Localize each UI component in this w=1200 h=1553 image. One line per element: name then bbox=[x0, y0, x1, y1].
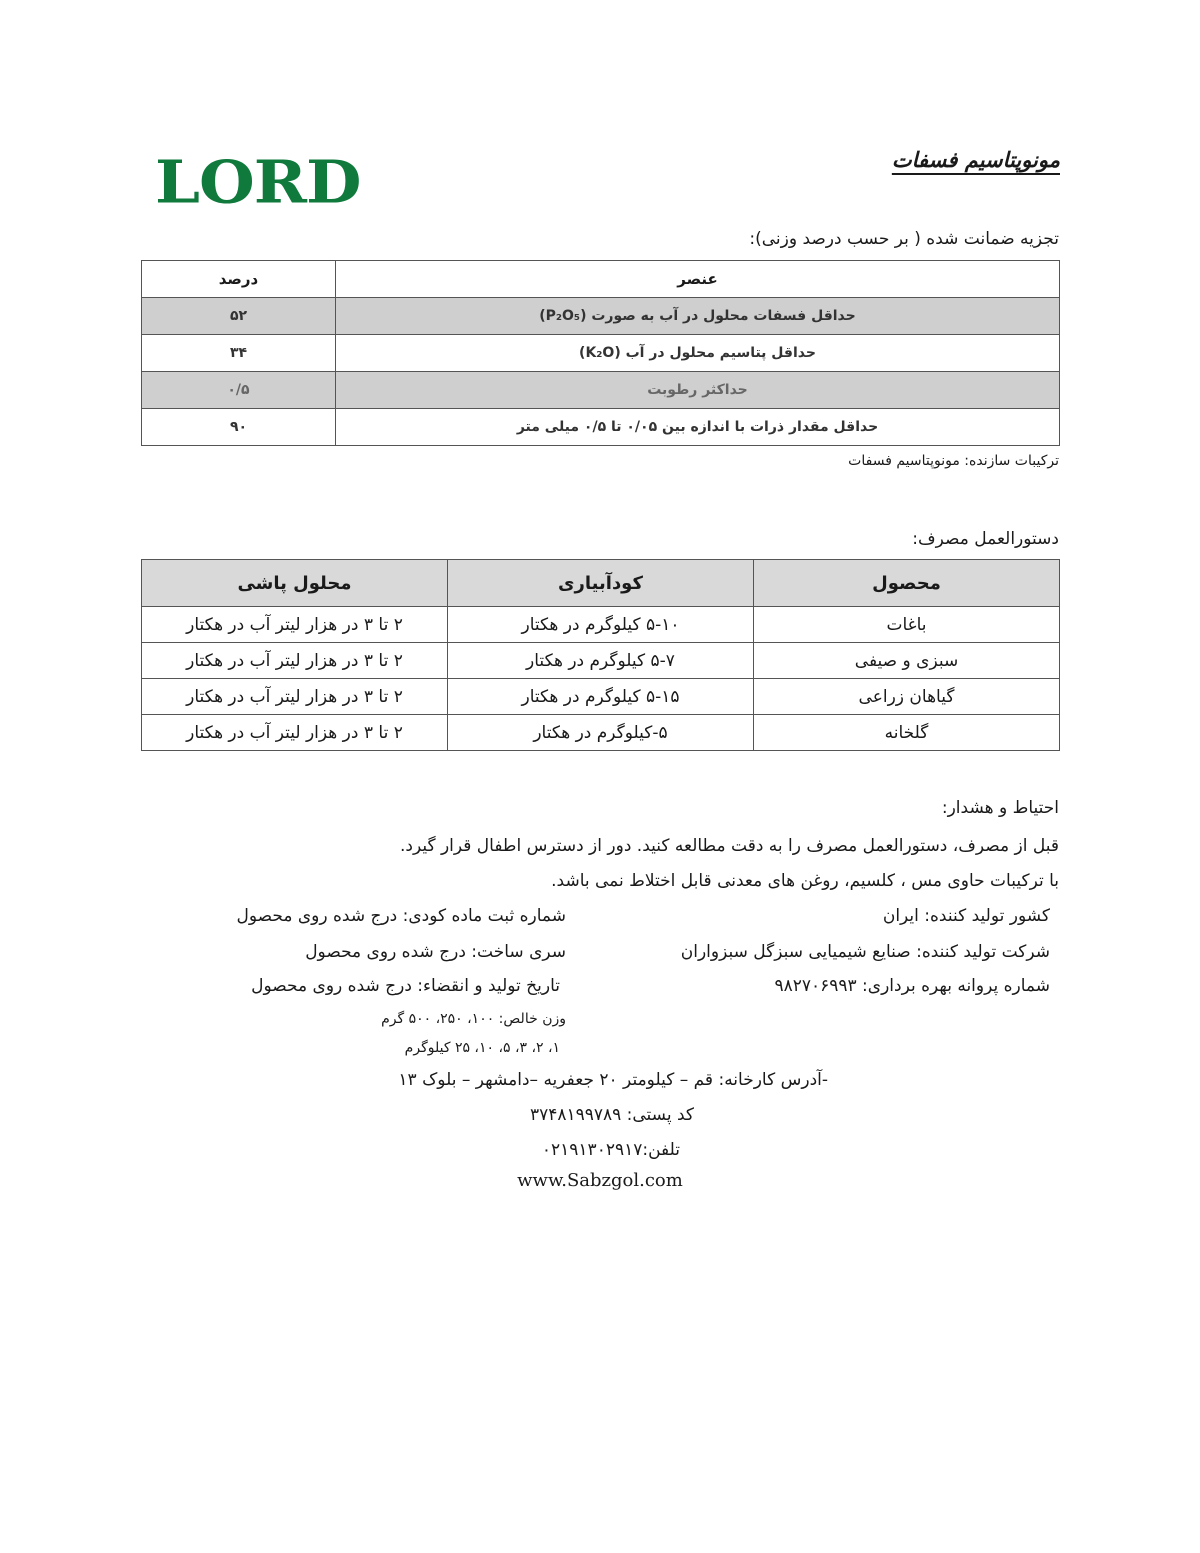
analysis-header-row bbox=[142, 261, 1060, 298]
net-weight-kilograms: ۱، ۲، ۳، ۵، ۱۰، ۲۵ کیلوگرم bbox=[404, 1040, 560, 1056]
percent-cell: ۰/۵ bbox=[142, 372, 336, 409]
table-row bbox=[142, 409, 1060, 446]
usage-header-row bbox=[142, 560, 1060, 607]
element-cell: حداقل فسفات محلول در آب به صورت (P₂O₅) bbox=[336, 298, 1060, 335]
usage-table bbox=[141, 559, 1060, 751]
element-cell: حداقل پتاسیم محلول در آب (K₂O) bbox=[336, 335, 1060, 372]
operating-license: شماره پروانه بهره برداری: ۹۸۲۷۰۶۹۹۳ bbox=[774, 976, 1050, 996]
fertigation-cell: ۵-۱۵ کیلوگرم در هکتار bbox=[448, 679, 754, 715]
table-row bbox=[142, 643, 1060, 679]
crop-cell: گلخانه bbox=[754, 715, 1060, 751]
spray-cell: ۲ تا ۳ در هزار لیتر آب در هکتار bbox=[142, 607, 448, 643]
table-row bbox=[142, 679, 1060, 715]
usage-heading: دستورالعمل مصرف: bbox=[912, 529, 1059, 549]
caution-heading: احتیاط و هشدار: bbox=[941, 798, 1059, 818]
factory-address: -آدرس کارخانه: قم – کیلومتر ۲۰ جعفریه –دامشهر – بلوک ۱۳ bbox=[398, 1070, 828, 1090]
table-row bbox=[142, 298, 1060, 335]
element-cell: حداکثر رطوبت bbox=[336, 372, 1060, 409]
spray-cell: ۲ تا ۳ در هزار لیتر آب در هکتار bbox=[142, 715, 448, 751]
percent-cell: ۹۰ bbox=[142, 409, 336, 446]
net-weight-grams: وزن خالص: ۱۰۰، ۲۵۰، ۵۰۰ گرم bbox=[381, 1011, 566, 1027]
element-cell: حداقل مقدار ذرات با اندازه بین ۰/۰۵ تا ۰/۵ میلی متر bbox=[336, 409, 1060, 446]
percent-cell: ۵۲ bbox=[142, 298, 336, 335]
fertigation-cell: ۵-۱۰ کیلوگرم در هکتار bbox=[448, 607, 754, 643]
column-header-element: عنصر bbox=[336, 261, 1060, 298]
crop-cell: سبزی و صیفی bbox=[754, 643, 1060, 679]
production-expiry-date: تاریخ تولید و انقضاء: درج شده روی محصول bbox=[251, 976, 560, 996]
table-row bbox=[142, 715, 1060, 751]
crop-cell: باغات bbox=[754, 607, 1060, 643]
fertigation-cell: ۵-۷ کیلوگرم در هکتار bbox=[448, 643, 754, 679]
phone-number: تلفن:۰۲۱۹۱۳۰۲۹۱۷ bbox=[541, 1140, 680, 1160]
column-header-crop: محصول bbox=[754, 560, 1060, 607]
website-link[interactable]: www.Sabzgol.com bbox=[517, 1170, 683, 1191]
spray-cell: ۲ تا ۳ در هزار لیتر آب در هکتار bbox=[142, 679, 448, 715]
producer-country: کشور تولید کننده: ایران bbox=[882, 906, 1050, 926]
spray-cell: ۲ تا ۳ در هزار لیتر آب در هکتار bbox=[142, 643, 448, 679]
table-row bbox=[142, 607, 1060, 643]
table-row bbox=[142, 335, 1060, 372]
caution-line-2: با ترکیبات حاوی مس ، کلسیم، روغن های معدنی قابل اختلاط نمی باشد. bbox=[551, 871, 1059, 891]
batch-number: سری ساخت: درج شده روی محصول bbox=[305, 942, 566, 962]
crop-cell: گیاهان زراعی bbox=[754, 679, 1060, 715]
table-row bbox=[142, 372, 1060, 409]
analysis-table bbox=[141, 260, 1060, 446]
fertigation-cell: ۵-کیلوگرم در هکتار bbox=[448, 715, 754, 751]
analysis-heading: تجزیه ضمانت شده ( بر حسب درصد وزنی): bbox=[749, 229, 1059, 249]
column-header-percent: درصد bbox=[142, 261, 336, 298]
registration-number: شماره ثبت ماده کودی: درج شده روی محصول bbox=[236, 906, 566, 926]
column-header-spray: محلول پاشی bbox=[142, 560, 448, 607]
caution-line-1: قبل از مصرف، دستورالعمل مصرف را به دقت مطالعه کنید. دور از دسترس اطفال قرار گیرد. bbox=[399, 836, 1059, 856]
brand-logo: LORD bbox=[155, 148, 361, 218]
producer-company: شرکت تولید کننده: صنایع شیمیایی سبزگل سبزواران bbox=[680, 942, 1050, 962]
postal-code: کد پستی: ۳۷۴۸۱۹۹۷۸۹ bbox=[529, 1105, 694, 1125]
composition-note: ترکیبات سازنده: مونوپتاسیم فسفات bbox=[848, 453, 1059, 469]
column-header-fertigation: کودآبیاری bbox=[448, 560, 754, 607]
document-title: مونوپتاسیم فسفات bbox=[891, 148, 1060, 172]
percent-cell: ۳۴ bbox=[142, 335, 336, 372]
